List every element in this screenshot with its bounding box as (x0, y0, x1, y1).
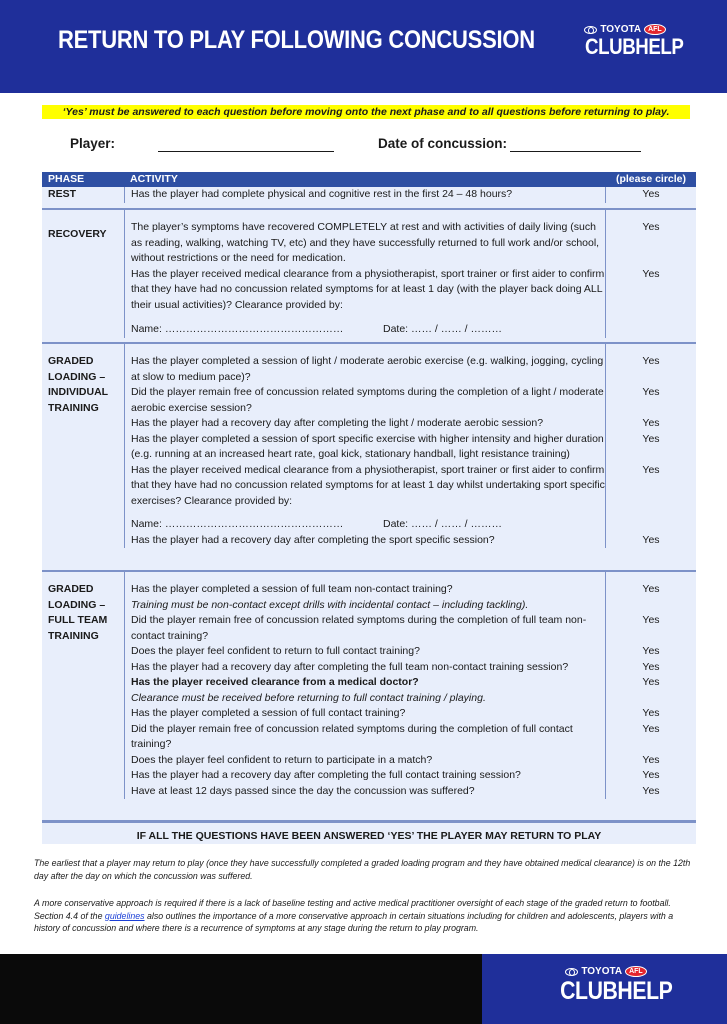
footer-clubhelp-logo (552, 966, 673, 1005)
activity-text: Did the player remain free of concussion related symptoms during the completion of a light / moderate aerobic exercise session? (124, 385, 606, 416)
activity-text: Did the player remain free of concussion related symptoms during the completion of full team non-contact training? (124, 613, 606, 644)
activity-text: Has the player completed a session of full team non-contact training? (124, 572, 606, 598)
table-row (124, 784, 696, 800)
table-row (124, 644, 696, 660)
activity-text: Has the player completed a session of sport specific exercise with higher intensity and higher duration (e.g. running at an increased heart rate, goal kick, stationary handball, light resistance training) (124, 432, 606, 463)
table-row (124, 463, 696, 510)
yes-answer[interactable]: Yes (642, 753, 660, 766)
activity-text: Has the player completed a session of light / moderate aerobic exercise (e.g. walking, jogging, cycling at slow to medium pace)? (124, 344, 606, 385)
date-of-concussion-label: Date of concussion: (378, 136, 508, 151)
table-row (124, 660, 696, 676)
table-row (124, 598, 696, 614)
activity-text: Has the player received medical clearance from a physiotherapist, sport trainer or first aider to confirm that they have had no concussion related symptoms for at least 1 day whilst undertaking sport specific exercises? Clearance provided by: (124, 463, 606, 510)
table-row (124, 432, 696, 463)
yes-answer[interactable]: Yes (642, 355, 660, 367)
table-row (124, 613, 696, 644)
yes-answer[interactable]: Yes (642, 707, 660, 719)
activity-text: Has the player had a recovery day after completing the sport specific session? (124, 533, 606, 549)
activity-text: Has the player completed a session of full contact training? (124, 706, 606, 722)
activity-text: Did the player remain free of concussion related symptoms during the completion of full contact training? (124, 722, 606, 753)
activity-text: Have at least 12 days passed since the day the concussion was suffered? (124, 784, 606, 800)
activity-text: Has the player received clearance from a medical doctor? (124, 675, 606, 691)
return-to-play-table (42, 172, 696, 844)
table-row (124, 691, 696, 707)
yes-answer[interactable]: Yes (642, 417, 660, 429)
activity-text: The player’s symptoms have recovered COMPLETELY at rest and with activities of daily living (such as reading, walking, watching TV, etc) and they have successfully returned to full work and/or school, without restrictions or the need for medication. (124, 210, 606, 267)
activity-text: Has the player had complete physical and cognitive rest in the first 24 – 48 hours? (124, 187, 606, 203)
table-row (124, 187, 696, 203)
clearance-date-field[interactable]: Date: …… / …… / ……… (383, 518, 503, 530)
table-row (124, 533, 696, 549)
clubhelp-label: CLUBHELP (560, 977, 673, 1005)
activity-text: Has the player had a recovery day after completing the full contact training session? (124, 768, 606, 784)
table-row (124, 722, 696, 753)
instruction-notice: ‘Yes’ must be answered to each question before moving onto the next phase and to all questions before returning to play. (42, 105, 690, 119)
yes-answer[interactable]: Yes (642, 583, 660, 595)
table-header (42, 172, 696, 187)
section-rest (42, 187, 696, 210)
table-row (124, 753, 696, 769)
clearance-signature-line[interactable] (124, 313, 606, 338)
afl-badge: AFL (644, 24, 666, 35)
yes-answer[interactable]: Yes (642, 676, 660, 688)
table-row (124, 675, 696, 691)
table-row (124, 210, 696, 267)
activity-note: Training must be non-contact except drills with incidental contact – including tackling). (124, 598, 606, 614)
table-row (124, 768, 696, 784)
toyota-icon (584, 26, 597, 34)
activity-text: Has the player had a recovery day after completing the light / moderate aerobic session? (124, 416, 606, 432)
player-label: Player: (70, 136, 116, 151)
section-recovery (42, 210, 696, 344)
player-input-line[interactable] (158, 138, 334, 152)
yes-answer[interactable]: Yes (642, 463, 660, 476)
note-earliest-return-text: The earliest that a player may return to play (once they have successfully completed a graded loading program and they have obtained medical clearance) is on the 12th day after the day on which the concussion was suffered. (34, 858, 691, 881)
note-conservative-text-start: A more conservative approach is required if there is a lack of baseline testing and active medical practitioner oversight of each stage of the graded return to football. Section 4.4 of the (34, 898, 671, 921)
yes-answer (606, 691, 696, 707)
clearance-date-field[interactable]: Date: …… / …… / ……… (383, 323, 503, 335)
note-conservative-text-end: also outlines the importance of a more conservative approach in certain situations including for children and adolescents, players with a history of concussion and where there is a recurrence of symptoms at any stage during the return to play program. (34, 910, 674, 933)
header-please-circle: (please circle) (615, 173, 687, 185)
activity-text: Does the player feel confident to return to full contact training? (124, 644, 606, 660)
yes-answer[interactable]: Yes (642, 614, 660, 626)
activity-note: Clearance must be received before returning to full contact training / playing. (124, 691, 606, 707)
toyota-label: TOYOTA (600, 24, 642, 35)
yes-answer[interactable]: Yes (642, 221, 660, 233)
phase-rest: REST (48, 188, 77, 200)
toyota-icon (565, 968, 578, 976)
clubhelp-label: CLUBHELP (585, 34, 684, 59)
afl-badge: AFL (625, 966, 647, 977)
guidelines-link[interactable]: guidelines (104, 910, 145, 921)
phase-full-team-training: GRADED LOADING – FULL TEAM TRAINING (48, 583, 108, 642)
yes-answer[interactable]: Yes (642, 722, 660, 735)
yes-answer (606, 598, 696, 614)
phase-recovery: RECOVERY (48, 228, 107, 240)
table-row (124, 416, 696, 432)
section-full-team-training (42, 572, 696, 822)
yes-answer[interactable]: Yes (642, 533, 660, 546)
yes-answer[interactable]: Yes (642, 660, 660, 673)
yes-answer[interactable]: Yes (642, 188, 660, 200)
clearance-name-field[interactable]: Name: …………………………………………… (131, 518, 344, 530)
table-row (124, 706, 696, 722)
activity-text: Has the player had a recovery day after completing the full team non-contact training session? (124, 660, 606, 676)
note-conservative-approach (34, 897, 694, 935)
section-individual-training (42, 344, 696, 572)
table-row (124, 572, 696, 598)
clearance-signature-line[interactable] (124, 509, 606, 533)
yes-answer[interactable]: Yes (642, 432, 660, 445)
activity-text: Has the player received medical clearance from a physiotherapist, sport trainer or first aider to confirm that they have had no concussion related symptoms for at least 1 day (with the player back doing ALL their usual activities)? Clearance provided by: (124, 267, 606, 314)
yes-answer[interactable]: Yes (642, 769, 660, 781)
table-row (124, 267, 696, 314)
clearance-name-field[interactable]: Name: …………………………………………… (131, 323, 344, 335)
table-row (124, 344, 696, 385)
note-earliest-return (34, 857, 694, 882)
table-row (124, 509, 696, 533)
toyota-label: TOYOTA (581, 966, 623, 977)
page-title: RETURN TO PLAY FOLLOWING CONCUSSION (58, 26, 535, 54)
activity-text: Does the player feel confident to return to participate in a match? (124, 753, 606, 769)
page-header (0, 0, 727, 93)
table-row (124, 385, 696, 416)
yes-answer[interactable]: Yes (642, 386, 660, 398)
yes-answer[interactable]: Yes (642, 645, 660, 657)
yes-answer[interactable]: Yes (642, 267, 660, 280)
header-activity: ACTIVITY (130, 173, 178, 185)
table-row (124, 313, 696, 338)
yes-answer[interactable]: Yes (642, 784, 660, 797)
header-phase: PHASE (48, 173, 85, 185)
table-footer-statement: IF ALL THE QUESTIONS HAVE BEEN ANSWERED ‘YES’ THE PLAYER MAY RETURN TO PLAY (42, 822, 696, 844)
phase-individual-training: GRADED LOADING – INDIVIDUAL TRAINING (48, 355, 108, 414)
date-of-concussion-input-line[interactable] (510, 138, 641, 152)
clubhelp-logo (578, 24, 684, 59)
